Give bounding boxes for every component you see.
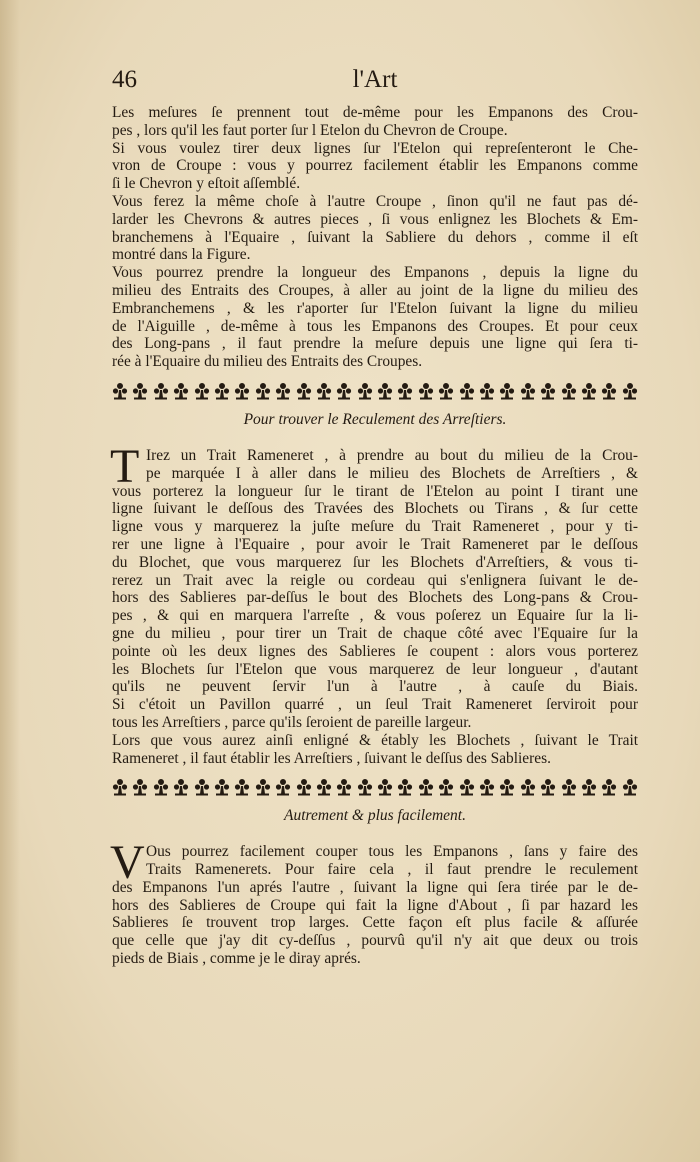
- fleuron-icon: [316, 382, 332, 400]
- running-title: l'Art: [352, 66, 398, 93]
- section-1-body: [110, 439, 638, 767]
- page-gutter-shadow: [0, 0, 20, 1162]
- fleuron-icon: [275, 778, 291, 796]
- fleuron-icon: [194, 778, 210, 796]
- fleuron-icon: [296, 382, 312, 400]
- fleuron-icon: [153, 382, 169, 400]
- fleuron-icon: [459, 382, 475, 400]
- fleuron-icon: [581, 778, 597, 796]
- running-head: [112, 66, 638, 104]
- paragraph-8: Ous pourrez facilement couper tous les Empanons , ſans y faire des Traits Ramenerets. Pour faire cela , il faut prendre le reculement des Empanons l'un aprés l'autre , ſuivant la ligne qui ſera tirée par le de- hors des Sablieres de Croupe qui fait la ligne d'About , ſi par hazard les Sablieres ſe trouvent trop larges. Cette façon eſt plus facile & aſſurée que celle que j'ay dit cy-deſſus , pourvû qu'il n'y ait que deux ou trois pieds de Biais , comme je le diray aprés.: [112, 843, 638, 968]
- paragraph-1: Les meſures ſe prennent tout de-même pour les Empanons des Crou- pes , lors qu'il les faut porter ſur l Etelon du Chevron de Croupe.: [112, 104, 638, 139]
- fleuron-icon: [357, 382, 373, 400]
- fleuron-band-ornament-2: [112, 777, 638, 797]
- paragraph-3: Vous ferez la même choſe à l'autre Croupe , ſinon qu'il ne faut pas dé- larder les Chevrons & autres pieces , ſi vous enlignez les Blochets & Em- branchemens à l'Equaire , ſuivant la Sabliere du dehors , comme il eſt montré dans la Figure.: [112, 192, 638, 264]
- fleuron-icon: [479, 778, 495, 796]
- fleuron-icon: [357, 778, 373, 796]
- fleuron-icon: [601, 778, 617, 796]
- fleuron-icon: [561, 778, 577, 796]
- fleuron-icon: [255, 778, 271, 796]
- fleuron-icon: [499, 778, 515, 796]
- drop-cap-t: T: [110, 439, 140, 493]
- fleuron-icon: [581, 382, 597, 400]
- section-title-2: Autrement & plus facilement.: [284, 807, 466, 825]
- fleuron-icon: [540, 778, 556, 796]
- fleuron-icon: [214, 778, 230, 796]
- fleuron-icon: [132, 382, 148, 400]
- fleuron-icon: [479, 382, 495, 400]
- fleuron-icon: [132, 778, 148, 796]
- fleuron-icon: [377, 778, 393, 796]
- paragraph-4: Vous pourrez prendre la longueur des Empanons , depuis la ligne du milieu des Entraits des Croupes, à aller au joint de la ligne du milieu des Embranchemens , & les r'aporter ſur l'Etelon ſuivant la ligne du milieu de l'Aiguille , de-même à tous les Empanons des Croupes. Et pour ceux des Long-pans , il faut prendre la meſure depuis une ligne qui ſera ti- rée à l'Equaire du milieu des Entraits des Croupes.: [112, 264, 638, 371]
- section-title-1: Pour trouver le Reculement des Arreſtiers.: [243, 410, 507, 428]
- fleuron-icon: [520, 382, 536, 400]
- fleuron-icon: [316, 778, 332, 796]
- fleuron-icon: [397, 382, 413, 400]
- fleuron-icon: [255, 382, 271, 400]
- paragraph-6: Si c'étoit un Pavillon quarré , un ſeul Trait Rameneret ſerviroit pour tous les Arreſtiers , parce qu'ils ſeroient de pareille largeur.: [112, 696, 638, 731]
- fleuron-icon: [622, 778, 638, 796]
- fleuron-icon: [601, 382, 617, 400]
- fleuron-icon: [234, 382, 250, 400]
- paragraph-5: Irez un Trait Rameneret , à prendre au bout du milieu de la Crou- pe marquée I à aller dans le milieu des Blochets de Arreſtiers , & vous porterez la longueur ſur le tirant de l'Etelon au point I tirant une ligne ſuivant le deſſous des Travées des Blochets ou Tirans , & ſur cette ligne vous y marquerez la juſte meſure du Trait Rameneret , pour y ti- rer une ligne à l'Equaire , pour avoir le Trait Rameneret par le deſſous du Blochet, que vous marquerez ſur les Blochets d'Arreſtiers, & vous ti- rerez un Trait avec la reigle ou cordeau qui s'enlignera ſuivant le de- hors des Sablieres par-deſſus le bout des Blochets des Long-pans & Crou- pes , & qui en marquera l'arreſte , & vous poſerez un Equaire ſur la li- gne du milieu , pour tirer un Trait de chaque côté avec l'Equaire ſur la pointe où les deux lignes des Sablieres ſe coupent : alors vous porterez les Blochets ſur l'Etelon que vous marquerez de leur longueur , d'autant qu'ils ne peuvent ſervir l'un à l'autre , à cauſe du Biais.: [112, 446, 638, 696]
- section-2-body: [110, 836, 638, 968]
- fleuron-band-ornament: [112, 381, 638, 401]
- fleuron-icon: [112, 778, 128, 796]
- fleuron-icon: [112, 382, 128, 400]
- fleuron-icon: [459, 778, 475, 796]
- fleuron-icon: [336, 778, 352, 796]
- fleuron-icon: [214, 382, 230, 400]
- fleuron-icon: [622, 382, 638, 400]
- fleuron-icon: [418, 382, 434, 400]
- paragraph-2: Si vous voulez tirer deux lignes ſur l'Etelon qui repreſenteront le Che- vron de Croupe : vous y pourrez facilement établir les Empanons comme ſi le Chevron y eſtoit aſſemblé.: [112, 139, 638, 193]
- fleuron-icon: [438, 778, 454, 796]
- fleuron-icon: [336, 382, 352, 400]
- fleuron-icon: [296, 778, 312, 796]
- fleuron-icon: [397, 778, 413, 796]
- fleuron-icon: [173, 382, 189, 400]
- fleuron-icon: [234, 778, 250, 796]
- page-content: [112, 66, 638, 968]
- drop-cap-v: V: [110, 836, 145, 890]
- fleuron-icon: [438, 382, 454, 400]
- fleuron-icon: [194, 382, 210, 400]
- fleuron-icon: [275, 382, 291, 400]
- fleuron-icon: [520, 778, 536, 796]
- paragraph-7: Lors que vous aurez ainſi enligné & étably les Blochets , ſuivant le Trait Rameneret , il faut établir les Arreſtiers , ſuivant le deſſus des Sablieres.: [112, 731, 638, 767]
- fleuron-icon: [561, 382, 577, 400]
- fleuron-icon: [540, 382, 556, 400]
- fleuron-icon: [173, 778, 189, 796]
- fleuron-icon: [377, 382, 393, 400]
- fleuron-icon: [418, 778, 434, 796]
- page-number: 46: [112, 66, 137, 93]
- fleuron-icon: [499, 382, 515, 400]
- fleuron-icon: [153, 778, 169, 796]
